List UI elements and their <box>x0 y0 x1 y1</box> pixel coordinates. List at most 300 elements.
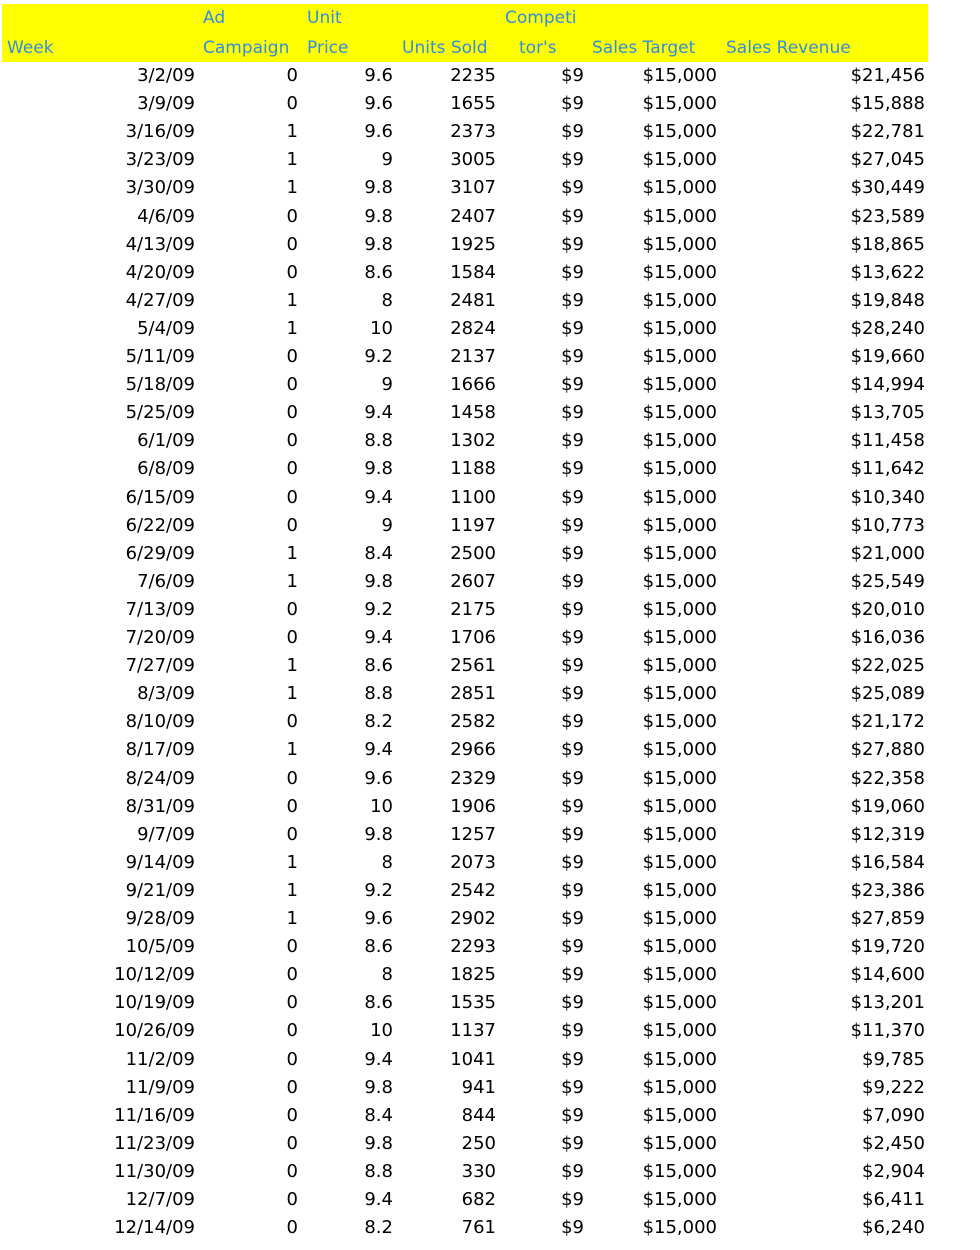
ad-campaign-cell[interactable]: 0 <box>286 458 298 480</box>
units-sold-cell[interactable]: 2137 <box>450 346 496 367</box>
ad-campaign-cell[interactable]: 1 <box>286 289 298 311</box>
ad-campaign-cell[interactable]: 0 <box>286 823 298 845</box>
sales-target-cell[interactable]: $15,000 <box>642 93 717 115</box>
units-sold-cell[interactable]: 2481 <box>450 289 496 311</box>
units-sold-cell[interactable]: 2607 <box>450 570 496 592</box>
units-sold-cell[interactable]: 1100 <box>450 486 496 508</box>
sales-revenue-cell[interactable]: $28,240 <box>850 317 925 339</box>
ad-campaign-cell[interactable]: 0 <box>286 1104 298 1126</box>
sales-target-cell[interactable]: $15,000 <box>642 1076 717 1098</box>
sales-target-cell[interactable]: $15,000 <box>642 823 717 845</box>
competitor-price-cell[interactable]: $9 <box>561 823 584 845</box>
unit-price-cell[interactable]: 9.2 <box>364 598 393 620</box>
sales-revenue-cell[interactable]: $7,090 <box>862 1104 925 1126</box>
units-sold-cell[interactable]: 1041 <box>450 1048 496 1070</box>
unit-price-cell[interactable]: 9.6 <box>364 93 393 115</box>
units-sold-cell[interactable]: 1666 <box>450 374 496 396</box>
sales-revenue-cell[interactable]: $22,358 <box>850 767 925 789</box>
header-price-bottom[interactable]: Price <box>307 38 349 58</box>
sales-target-cell[interactable]: $15,000 <box>642 1160 717 1182</box>
week-cell[interactable]: 11/2/09 <box>125 1048 195 1070</box>
week-cell[interactable]: 3/9/09 <box>137 93 195 115</box>
week-cell[interactable]: 6/29/09 <box>125 542 195 564</box>
sales-target-cell[interactable]: $15,000 <box>642 261 717 283</box>
sales-revenue-cell[interactable]: $13,705 <box>850 402 925 424</box>
sales-target-cell[interactable]: $15,000 <box>642 655 717 677</box>
sales-revenue-cell[interactable]: $30,449 <box>850 177 925 199</box>
sales-revenue-cell[interactable]: $11,370 <box>850 1020 925 1042</box>
units-sold-cell[interactable]: 3005 <box>450 149 496 171</box>
competitor-price-cell[interactable]: $9 <box>561 1160 584 1182</box>
unit-price-cell[interactable]: 9 <box>381 149 393 171</box>
unit-price-cell[interactable]: 9.8 <box>364 458 393 480</box>
unit-price-cell[interactable]: 8.6 <box>364 936 393 958</box>
ad-campaign-cell[interactable]: 0 <box>286 233 298 255</box>
sales-target-cell[interactable]: $15,000 <box>642 289 717 311</box>
unit-price-cell[interactable]: 9.4 <box>364 1048 393 1070</box>
unit-price-cell[interactable]: 9.6 <box>364 908 393 929</box>
header-revenue[interactable]: Sales Revenue <box>726 38 851 58</box>
competitor-price-cell[interactable]: $9 <box>561 289 584 311</box>
units-sold-cell[interactable]: 682 <box>461 1189 496 1210</box>
unit-price-cell[interactable]: 8 <box>381 851 393 873</box>
unit-price-cell[interactable]: 8.6 <box>364 655 393 677</box>
sales-target-cell[interactable]: $15,000 <box>642 402 717 424</box>
sales-target-cell[interactable]: $15,000 <box>642 879 717 901</box>
ad-campaign-cell[interactable]: 0 <box>286 514 298 536</box>
units-sold-cell[interactable]: 2542 <box>450 879 496 901</box>
sales-revenue-cell[interactable]: $15,888 <box>850 93 925 115</box>
sales-revenue-cell[interactable]: $13,622 <box>850 261 925 283</box>
week-cell[interactable]: 4/13/09 <box>125 233 195 255</box>
sales-target-cell[interactable]: $15,000 <box>642 683 717 705</box>
header-comp-top[interactable]: Competi <box>505 8 577 28</box>
ad-campaign-cell[interactable]: 0 <box>286 93 298 115</box>
week-cell[interactable]: 10/19/09 <box>114 992 195 1014</box>
week-cell[interactable]: 11/16/09 <box>114 1104 195 1126</box>
sales-revenue-cell[interactable]: $27,880 <box>850 739 925 761</box>
ad-campaign-cell[interactable]: 1 <box>286 879 298 901</box>
sales-revenue-cell[interactable]: $18,865 <box>850 233 925 255</box>
ad-campaign-cell[interactable]: 0 <box>286 711 298 733</box>
sales-target-cell[interactable]: $15,000 <box>642 711 717 733</box>
unit-price-cell[interactable]: 9.4 <box>364 739 393 761</box>
sales-revenue-cell[interactable]: $16,036 <box>850 627 925 648</box>
sales-revenue-cell[interactable]: $27,045 <box>850 149 925 171</box>
ad-campaign-cell[interactable]: 1 <box>286 655 298 677</box>
sales-target-cell[interactable]: $15,000 <box>642 795 717 817</box>
units-sold-cell[interactable]: 2407 <box>450 205 496 227</box>
header-comp-bottom[interactable]: tor's <box>519 38 557 58</box>
sales-target-cell[interactable]: $15,000 <box>642 739 717 761</box>
sales-target-cell[interactable]: $15,000 <box>642 570 717 592</box>
ad-campaign-cell[interactable]: 0 <box>286 767 298 789</box>
unit-price-cell[interactable]: 9.8 <box>364 177 393 199</box>
sales-target-cell[interactable]: $15,000 <box>642 317 717 339</box>
units-sold-cell[interactable]: 1458 <box>450 402 496 424</box>
sales-revenue-cell[interactable]: $21,000 <box>850 542 925 564</box>
week-cell[interactable]: 6/15/09 <box>125 486 195 508</box>
header-price-top[interactable]: Unit <box>307 8 342 28</box>
competitor-price-cell[interactable]: $9 <box>561 317 584 339</box>
sales-revenue-cell[interactable]: $13,201 <box>850 992 925 1014</box>
competitor-price-cell[interactable]: $9 <box>561 93 584 115</box>
competitor-price-cell[interactable]: $9 <box>561 767 584 789</box>
competitor-price-cell[interactable]: $9 <box>561 1132 584 1154</box>
competitor-price-cell[interactable]: $9 <box>561 992 584 1014</box>
sales-revenue-cell[interactable]: $19,848 <box>850 289 925 311</box>
units-sold-cell[interactable]: 1584 <box>450 261 496 283</box>
unit-price-cell[interactable]: 8.6 <box>364 992 393 1014</box>
week-cell[interactable]: 10/26/09 <box>114 1020 195 1042</box>
units-sold-cell[interactable]: 2966 <box>450 739 496 761</box>
sales-revenue-cell[interactable]: $25,549 <box>850 570 925 592</box>
units-sold-cell[interactable]: 2235 <box>450 65 496 86</box>
competitor-price-cell[interactable]: $9 <box>561 879 584 901</box>
unit-price-cell[interactable]: 8.8 <box>364 1160 393 1182</box>
sales-target-cell[interactable]: $15,000 <box>642 1048 717 1070</box>
units-sold-cell[interactable]: 2073 <box>450 851 496 873</box>
units-sold-cell[interactable]: 330 <box>461 1160 496 1182</box>
week-cell[interactable]: 7/27/09 <box>125 655 195 677</box>
week-cell[interactable]: 11/30/09 <box>114 1160 195 1182</box>
week-cell[interactable]: 4/27/09 <box>125 289 195 311</box>
ad-campaign-cell[interactable]: 1 <box>286 177 298 199</box>
sales-target-cell[interactable]: $15,000 <box>642 598 717 620</box>
week-cell[interactable]: 4/20/09 <box>125 261 195 283</box>
week-cell[interactable]: 3/16/09 <box>125 121 195 143</box>
ad-campaign-cell[interactable]: 0 <box>286 65 298 86</box>
sales-target-cell[interactable]: $15,000 <box>642 458 717 480</box>
sales-revenue-cell[interactable]: $9,785 <box>862 1048 925 1070</box>
week-cell[interactable]: 6/1/09 <box>137 430 195 452</box>
competitor-price-cell[interactable]: $9 <box>561 1076 584 1098</box>
ad-campaign-cell[interactable]: 1 <box>286 908 298 929</box>
competitor-price-cell[interactable]: $9 <box>561 121 584 143</box>
ad-campaign-cell[interactable]: 0 <box>286 1048 298 1070</box>
sales-target-cell[interactable]: $15,000 <box>642 374 717 396</box>
unit-price-cell[interactable]: 9.4 <box>364 486 393 508</box>
week-cell[interactable]: 7/20/09 <box>125 627 195 648</box>
sales-revenue-cell[interactable]: $25,089 <box>850 683 925 705</box>
week-cell[interactable]: 8/17/09 <box>125 739 195 761</box>
competitor-price-cell[interactable]: $9 <box>561 711 584 733</box>
ad-campaign-cell[interactable]: 0 <box>286 402 298 424</box>
week-cell[interactable]: 8/10/09 <box>125 711 195 733</box>
competitor-price-cell[interactable]: $9 <box>561 374 584 396</box>
sales-revenue-cell[interactable]: $22,781 <box>850 121 925 143</box>
ad-campaign-cell[interactable]: 1 <box>286 851 298 873</box>
competitor-price-cell[interactable]: $9 <box>561 402 584 424</box>
week-cell[interactable]: 7/6/09 <box>137 570 195 592</box>
header-ad-top[interactable]: Ad <box>203 8 226 28</box>
competitor-price-cell[interactable]: $9 <box>561 261 584 283</box>
units-sold-cell[interactable]: 2373 <box>450 121 496 143</box>
unit-price-cell[interactable]: 8 <box>381 289 393 311</box>
week-cell[interactable]: 10/5/09 <box>125 936 195 958</box>
week-cell[interactable]: 12/7/09 <box>125 1189 195 1210</box>
week-cell[interactable]: 11/9/09 <box>125 1076 195 1098</box>
sales-revenue-cell[interactable]: $23,386 <box>850 879 925 901</box>
sales-revenue-cell[interactable]: $6,240 <box>862 1217 925 1239</box>
week-cell[interactable]: 9/14/09 <box>125 851 195 873</box>
sales-target-cell[interactable]: $15,000 <box>642 1104 717 1126</box>
units-sold-cell[interactable]: 1257 <box>450 823 496 845</box>
week-cell[interactable]: 5/18/09 <box>125 374 195 396</box>
unit-price-cell[interactable]: 9.6 <box>364 65 393 86</box>
competitor-price-cell[interactable]: $9 <box>561 1189 584 1210</box>
competitor-price-cell[interactable]: $9 <box>561 936 584 958</box>
competitor-price-cell[interactable]: $9 <box>561 1217 584 1239</box>
units-sold-cell[interactable]: 1188 <box>450 458 496 480</box>
competitor-price-cell[interactable]: $9 <box>561 1048 584 1070</box>
unit-price-cell[interactable]: 8.4 <box>364 1104 393 1126</box>
header-units[interactable]: Units Sold <box>402 38 488 58</box>
ad-campaign-cell[interactable]: 0 <box>286 627 298 648</box>
competitor-price-cell[interactable]: $9 <box>561 570 584 592</box>
sales-revenue-cell[interactable]: $21,456 <box>850 65 925 86</box>
week-cell[interactable]: 10/12/09 <box>114 964 195 986</box>
competitor-price-cell[interactable]: $9 <box>561 598 584 620</box>
competitor-price-cell[interactable]: $9 <box>561 683 584 705</box>
week-cell[interactable]: 3/2/09 <box>137 65 195 86</box>
unit-price-cell[interactable]: 8.2 <box>364 711 393 733</box>
competitor-price-cell[interactable]: $9 <box>561 486 584 508</box>
units-sold-cell[interactable]: 1137 <box>450 1020 496 1042</box>
units-sold-cell[interactable]: 1302 <box>450 430 496 452</box>
sales-target-cell[interactable]: $15,000 <box>642 149 717 171</box>
sales-target-cell[interactable]: $15,000 <box>642 177 717 199</box>
units-sold-cell[interactable]: 2293 <box>450 936 496 958</box>
units-sold-cell[interactable]: 2500 <box>450 542 496 564</box>
sales-target-cell[interactable]: $15,000 <box>642 65 717 86</box>
competitor-price-cell[interactable]: $9 <box>561 458 584 480</box>
week-cell[interactable]: 11/23/09 <box>114 1132 195 1154</box>
unit-price-cell[interactable]: 8.6 <box>364 261 393 283</box>
ad-campaign-cell[interactable]: 0 <box>286 1076 298 1098</box>
week-cell[interactable]: 8/31/09 <box>125 795 195 817</box>
unit-price-cell[interactable]: 10 <box>370 1020 393 1042</box>
unit-price-cell[interactable]: 8.8 <box>364 683 393 705</box>
ad-campaign-cell[interactable]: 1 <box>286 683 298 705</box>
units-sold-cell[interactable]: 761 <box>461 1217 496 1239</box>
competitor-price-cell[interactable]: $9 <box>561 795 584 817</box>
week-cell[interactable]: 9/28/09 <box>125 908 195 929</box>
sales-revenue-cell[interactable]: $16,584 <box>850 851 925 873</box>
unit-price-cell[interactable]: 8.4 <box>364 542 393 564</box>
unit-price-cell[interactable]: 9.8 <box>364 1076 393 1098</box>
sales-target-cell[interactable]: $15,000 <box>642 1189 717 1210</box>
competitor-price-cell[interactable]: $9 <box>561 177 584 199</box>
sales-target-cell[interactable]: $15,000 <box>642 767 717 789</box>
competitor-price-cell[interactable]: $9 <box>561 514 584 536</box>
ad-campaign-cell[interactable]: 0 <box>286 936 298 958</box>
competitor-price-cell[interactable]: $9 <box>561 205 584 227</box>
sales-revenue-cell[interactable]: $21,172 <box>850 711 925 733</box>
sales-revenue-cell[interactable]: $11,458 <box>850 430 925 452</box>
unit-price-cell[interactable]: 9.8 <box>364 823 393 845</box>
unit-price-cell[interactable]: 10 <box>370 795 393 817</box>
ad-campaign-cell[interactable]: 0 <box>286 964 298 986</box>
units-sold-cell[interactable]: 2329 <box>450 767 496 789</box>
competitor-price-cell[interactable]: $9 <box>561 65 584 86</box>
ad-campaign-cell[interactable]: 0 <box>286 205 298 227</box>
sales-revenue-cell[interactable]: $14,600 <box>850 964 925 986</box>
unit-price-cell[interactable]: 9.2 <box>364 346 393 367</box>
sales-target-cell[interactable]: $15,000 <box>642 1132 717 1154</box>
sales-revenue-cell[interactable]: $19,060 <box>850 795 925 817</box>
unit-price-cell[interactable]: 9.8 <box>364 205 393 227</box>
ad-campaign-cell[interactable]: 0 <box>286 598 298 620</box>
unit-price-cell[interactable]: 9.6 <box>364 767 393 789</box>
unit-price-cell[interactable]: 9.8 <box>364 233 393 255</box>
sales-revenue-cell[interactable]: $23,589 <box>850 205 925 227</box>
ad-campaign-cell[interactable]: 0 <box>286 1217 298 1239</box>
ad-campaign-cell[interactable]: 1 <box>286 317 298 339</box>
ad-campaign-cell[interactable]: 0 <box>286 346 298 367</box>
sales-target-cell[interactable]: $15,000 <box>642 627 717 648</box>
unit-price-cell[interactable]: 9.8 <box>364 1132 393 1154</box>
sales-target-cell[interactable]: $15,000 <box>642 1020 717 1042</box>
week-cell[interactable]: 6/22/09 <box>125 514 195 536</box>
unit-price-cell[interactable]: 9.6 <box>364 121 393 143</box>
units-sold-cell[interactable]: 1906 <box>450 795 496 817</box>
unit-price-cell[interactable]: 8.2 <box>364 1217 393 1239</box>
unit-price-cell[interactable]: 9.4 <box>364 402 393 424</box>
sales-revenue-cell[interactable]: $19,720 <box>850 936 925 958</box>
units-sold-cell[interactable]: 2902 <box>450 908 496 929</box>
sales-target-cell[interactable]: $15,000 <box>642 486 717 508</box>
week-cell[interactable]: 12/14/09 <box>114 1217 195 1239</box>
units-sold-cell[interactable]: 2851 <box>450 683 496 705</box>
units-sold-cell[interactable]: 1706 <box>450 627 496 648</box>
sales-target-cell[interactable]: $15,000 <box>642 121 717 143</box>
week-cell[interactable]: 6/8/09 <box>137 458 195 480</box>
competitor-price-cell[interactable]: $9 <box>561 542 584 564</box>
units-sold-cell[interactable]: 1825 <box>450 964 496 986</box>
units-sold-cell[interactable]: 1925 <box>450 233 496 255</box>
sales-revenue-cell[interactable]: $27,859 <box>850 908 925 929</box>
units-sold-cell[interactable]: 1535 <box>450 992 496 1014</box>
ad-campaign-cell[interactable]: 1 <box>286 739 298 761</box>
unit-price-cell[interactable]: 9.4 <box>364 627 393 648</box>
ad-campaign-cell[interactable]: 0 <box>286 486 298 508</box>
unit-price-cell[interactable]: 9.8 <box>364 570 393 592</box>
ad-campaign-cell[interactable]: 0 <box>286 795 298 817</box>
sales-target-cell[interactable]: $15,000 <box>642 514 717 536</box>
sales-target-cell[interactable]: $15,000 <box>642 992 717 1014</box>
week-cell[interactable]: 4/6/09 <box>137 205 195 227</box>
competitor-price-cell[interactable]: $9 <box>561 851 584 873</box>
units-sold-cell[interactable]: 2561 <box>450 655 496 677</box>
sales-target-cell[interactable]: $15,000 <box>642 542 717 564</box>
competitor-price-cell[interactable]: $9 <box>561 149 584 171</box>
sales-revenue-cell[interactable]: $11,642 <box>850 458 925 480</box>
sales-revenue-cell[interactable]: $20,010 <box>850 598 925 620</box>
ad-campaign-cell[interactable]: 1 <box>286 570 298 592</box>
sales-target-cell[interactable]: $15,000 <box>642 851 717 873</box>
competitor-price-cell[interactable]: $9 <box>561 908 584 929</box>
sales-target-cell[interactable]: $15,000 <box>642 430 717 452</box>
unit-price-cell[interactable]: 8 <box>381 964 393 986</box>
competitor-price-cell[interactable]: $9 <box>561 346 584 367</box>
week-cell[interactable]: 5/11/09 <box>125 346 195 367</box>
sales-revenue-cell[interactable]: $2,904 <box>862 1160 925 1182</box>
header-ad-bottom[interactable]: Campaign <box>203 38 290 58</box>
unit-price-cell[interactable]: 8.8 <box>364 430 393 452</box>
week-cell[interactable]: 9/21/09 <box>125 879 195 901</box>
ad-campaign-cell[interactable]: 0 <box>286 1020 298 1042</box>
ad-campaign-cell[interactable]: 1 <box>286 121 298 143</box>
week-cell[interactable]: 5/4/09 <box>137 317 195 339</box>
sales-target-cell[interactable]: $15,000 <box>642 908 717 929</box>
unit-price-cell[interactable]: 9 <box>381 374 393 396</box>
units-sold-cell[interactable]: 250 <box>461 1132 496 1154</box>
ad-campaign-cell[interactable]: 0 <box>286 430 298 452</box>
competitor-price-cell[interactable]: $9 <box>561 1104 584 1126</box>
sales-revenue-cell[interactable]: $14,994 <box>850 374 925 396</box>
header-target[interactable]: Sales Target <box>592 38 696 58</box>
week-cell[interactable]: 8/24/09 <box>125 767 195 789</box>
ad-campaign-cell[interactable]: 0 <box>286 1189 298 1210</box>
units-sold-cell[interactable]: 844 <box>461 1104 496 1126</box>
unit-price-cell[interactable]: 9 <box>381 514 393 536</box>
sales-revenue-cell[interactable]: $22,025 <box>850 655 925 677</box>
competitor-price-cell[interactable]: $9 <box>561 655 584 677</box>
sales-target-cell[interactable]: $15,000 <box>642 233 717 255</box>
units-sold-cell[interactable]: 2824 <box>450 317 496 339</box>
week-cell[interactable]: 8/3/09 <box>137 683 195 705</box>
sales-revenue-cell[interactable]: $2,450 <box>862 1132 925 1154</box>
units-sold-cell[interactable]: 1197 <box>450 514 496 536</box>
header-week[interactable]: Week <box>7 38 54 58</box>
ad-campaign-cell[interactable]: 0 <box>286 992 298 1014</box>
competitor-price-cell[interactable]: $9 <box>561 964 584 986</box>
competitor-price-cell[interactable]: $9 <box>561 739 584 761</box>
week-cell[interactable]: 7/13/09 <box>125 598 195 620</box>
unit-price-cell[interactable]: 9.2 <box>364 879 393 901</box>
sales-revenue-cell[interactable]: $10,773 <box>850 514 925 536</box>
competitor-price-cell[interactable]: $9 <box>561 627 584 648</box>
week-cell[interactable]: 3/23/09 <box>125 149 195 171</box>
unit-price-cell[interactable]: 9.4 <box>364 1189 393 1210</box>
ad-campaign-cell[interactable]: 0 <box>286 1160 298 1182</box>
ad-campaign-cell[interactable]: 0 <box>286 261 298 283</box>
competitor-price-cell[interactable]: $9 <box>561 430 584 452</box>
sales-target-cell[interactable]: $15,000 <box>642 346 717 367</box>
sales-target-cell[interactable]: $15,000 <box>642 936 717 958</box>
units-sold-cell[interactable]: 3107 <box>450 177 496 199</box>
units-sold-cell[interactable]: 2582 <box>450 711 496 733</box>
week-cell[interactable]: 9/7/09 <box>137 823 195 845</box>
units-sold-cell[interactable]: 941 <box>461 1076 496 1098</box>
units-sold-cell[interactable]: 1655 <box>450 93 496 115</box>
units-sold-cell[interactable]: 2175 <box>450 598 496 620</box>
ad-campaign-cell[interactable]: 1 <box>286 542 298 564</box>
sales-target-cell[interactable]: $15,000 <box>642 205 717 227</box>
sales-target-cell[interactable]: $15,000 <box>642 1217 717 1239</box>
sales-target-cell[interactable]: $15,000 <box>642 964 717 986</box>
week-cell[interactable]: 3/30/09 <box>125 177 195 199</box>
competitor-price-cell[interactable]: $9 <box>561 233 584 255</box>
ad-campaign-cell[interactable]: 0 <box>286 374 298 396</box>
sales-revenue-cell[interactable]: $12,319 <box>850 823 925 845</box>
unit-price-cell[interactable]: 10 <box>370 317 393 339</box>
ad-campaign-cell[interactable]: 1 <box>286 149 298 171</box>
sales-revenue-cell[interactable]: $10,340 <box>850 486 925 508</box>
sales-revenue-cell[interactable]: $19,660 <box>850 346 925 367</box>
competitor-price-cell[interactable]: $9 <box>561 1020 584 1042</box>
